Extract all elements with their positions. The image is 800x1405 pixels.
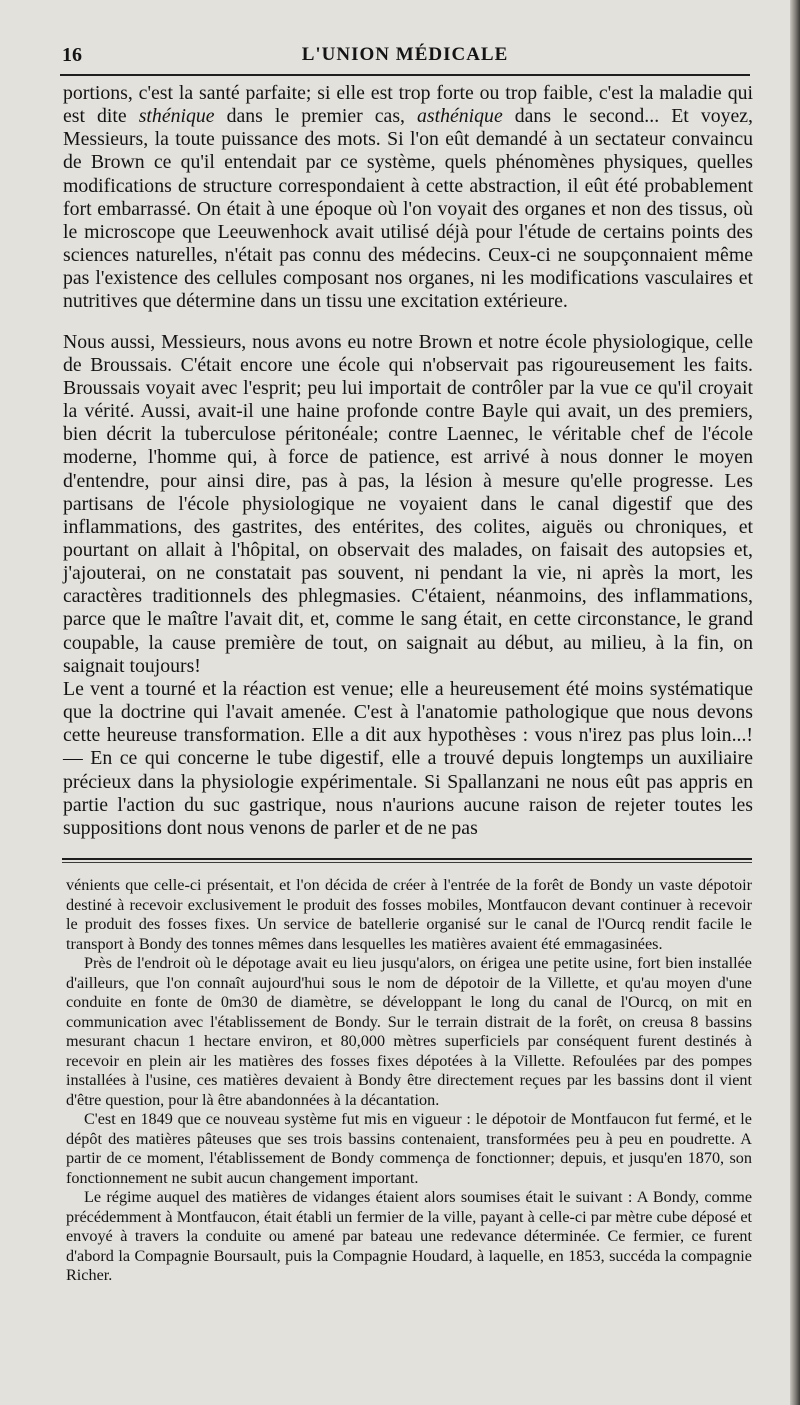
main-text: [63, 82, 753, 840]
paragraph-1-part-e: dans le second... Et voyez, Messieurs, la toute puissance des mots. Si l'on eût demandé à un sectateur convaincu de Brown ce qu'il entendait par ce système, quels phénomènes physiques, quelles modifications de structure correspondaient à cette abstraction, il eût été probablement fort embarrassé. On était à une époque où l'on voyait des organes et non des tissus, où le microscope que Leeuwenhock avait utilisé déjà pour l'étude de certains points des sciences naturelles, n'était pas connu des médecins. Ceux-ci ne soupçonnaient même pas l'existence des cellules composant nos organes, ni les modifications vasculaires et nutritives que détermine dans un tissu une excitation extérieure.: [63, 105, 753, 313]
note-paragraph-1: vénients que celle-ci présentait, et l'on décida de créer à l'entrée de la forêt de Bondy un vaste dépotoir destiné à recevoir exclusivement le produit des fosses mobiles, Montfaucon devant continuer à recevoir le produit des fosses fixes. Un service de batellerie organisé sur le canal de l'Ourcq rendit facile le transport à Bondy des tonnes mêmes dans lesquelles les matières avaient été emmagasinées.: [66, 876, 752, 953]
separator-line-thin: [62, 862, 752, 863]
paragraph-3: Le vent a tourné et la réaction est venue; elle a heureusement été moins systématique que la doctrine qui l'avait amenée. C'est à l'anatomie pathologique que nous devons cette heureuse transformation. Elle a dit aux hypothèses : vous n'irez pas plus loin...! — En ce qui concerne le tube digestif, elle a trouvé depuis longtemps un auxiliaire précieux dans la physiologie expérimentale. Si Spallanzani ne nous eût pas appris en partie l'action du suc gastrique, nous n'aurions aucune raison de rejeter toutes les suppositions dont nous venons de parler et de ne pas: [63, 677, 753, 839]
separator-line-thick: [62, 858, 752, 860]
running-title: L'UNION MÉDICALE: [301, 44, 509, 65]
footnote-separator: [62, 858, 752, 864]
paragraph-1: [63, 82, 753, 314]
page-number: 16: [62, 44, 82, 66]
page-edge-shadow: [790, 0, 800, 1405]
paragraph-1-part-a: portions, c'est la santé parfaite; si elle est trop forte ou trop faible, c'est la maladie qui est dite: [63, 82, 753, 128]
term-sthenique: sthénique: [138, 105, 215, 128]
term-asthenique: asthénique: [417, 105, 503, 128]
header-rule: [60, 74, 750, 76]
paragraph-1-part-c: dans le premier cas,: [214, 105, 418, 128]
running-header: [60, 44, 750, 70]
footnote-text: [66, 876, 752, 1286]
note-paragraph-3: C'est en 1849 que ce nouveau système fut mis en vigueur : le dépotoir de Montfaucon fut fermé, et le dépôt des matières pâteuses que ses trois bassins contenaient, transformées peu à peu en poudrette. A partir de ce moment, l'établissement de Bondy commença de fonctionner; depuis, et jusqu'en 1870, son fonctionnement ne subit aucun changement important.: [66, 1110, 752, 1187]
note-paragraph-4: Le régime auquel des matières de vidanges étaient alors soumises était le suivant : A Bondy, comme précédemment à Montfaucon, était établi un fermier de la ville, payant à celle-ci par mètre cube déposé et envoyé à travers la conduite ou amené par bateau une redevance déterminée. Ce fermier, ce furent d'abord la Compagnie Boursault, puis la Compagnie Houdard, à laquelle, en 1853, succéda la compagnie Richer.: [66, 1188, 752, 1284]
paragraph-2: Nous aussi, Messieurs, nous avons eu notre Brown et notre école physiologique, celle de Broussais. C'était encore une école qui n'observait pas rigoureusement les faits. Broussais voyait avec l'esprit; peu lui importait de contrôler par la vue ce qu'il croyait la vérité. Aussi, avait-il une haine profonde contre Bayle qui avait, un des premiers, bien décrit la tuberculose péritonéale; contre Laennec, le véritable chef de l'école moderne, l'homme qui, à force de patience, est arrivé à nous donner le moyen d'entendre, pour ainsi dire, pas à pas, la lésion à mesure qu'elle progresse. Les partisans de l'école physiologique ne voyaient dans le canal digestif que des inflammations, des gastrites, des entérites, des colites, aiguës ou chroniques, et pourtant on allait à l'hôpital, on observait des malades, on faisait des autopsies et, j'ajouterai, on ne constatait pas souvent, ni pendant la vie, ni après la mort, les caractères traditionnels des phlegmasies. C'étaient, néanmoins, des inflammations, parce que le maître l'avait dit, et, comme le sang était, en cette circonstance, le grand coupable, la cause première de tout, on saignait au début, au milieu, à la fin, on saignait toujours!: [63, 330, 753, 677]
note-paragraph-2: Près de l'endroit où le dépotage avait eu lieu jusqu'alors, on érigea une petite usine, fort bien installée d'ailleurs, que l'on connaît aujourd'hui sous le nom de dépotoir de la Villette, et qu'au moyen d'une conduite en fonte de 0m30 de diamètre, se développant le long du canal de l'Ourcq, on mit en communication avec l'établissement de Bondy. Sur le terrain distrait de la forêt, on creusa 8 bassins mesurant chacun 1 hectare environ, et 80,000 mètres superficiels par conséquent furent destinés à recevoir en plein air les matières des fosses fixes dépotées à la Villette. Refoulées par des pompes installées à l'usine, ces matières devaient à Bondy être directement reçues par les bassins dont il vient d'être question, pour là être abandonnées à la décantation.: [66, 954, 752, 1109]
